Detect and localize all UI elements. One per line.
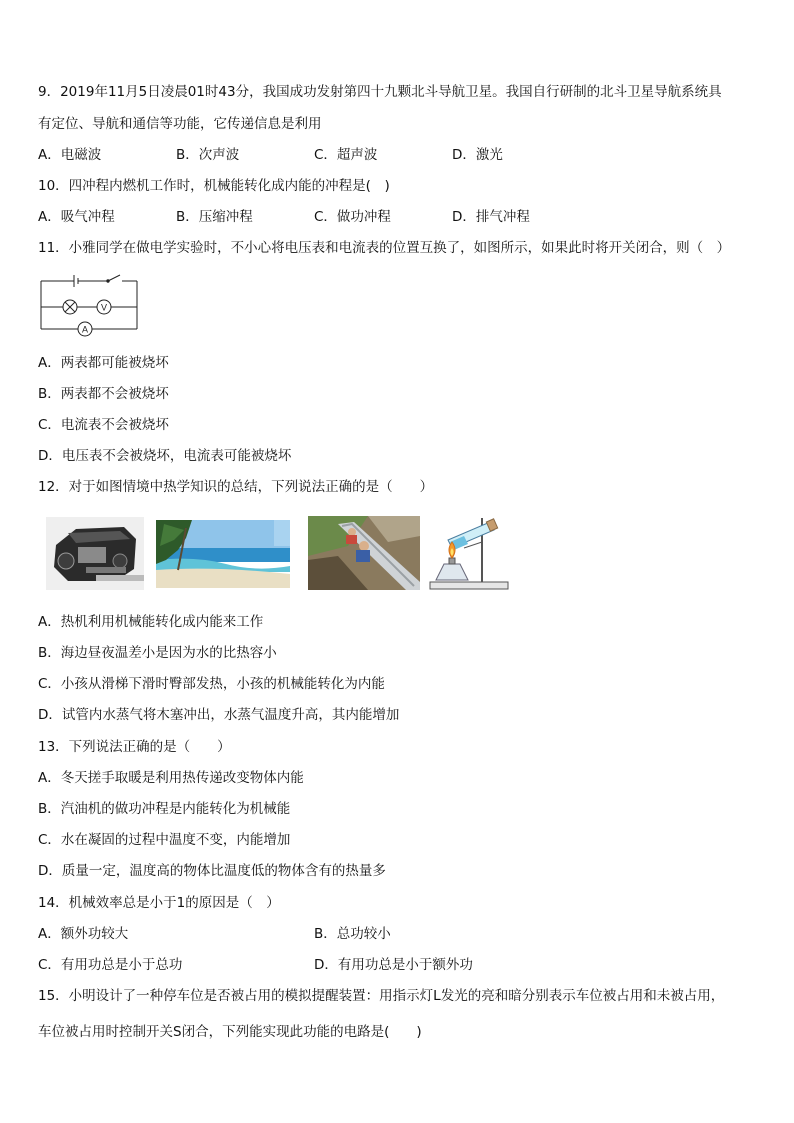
q13-stem: 13．下列说法正确的是（ ）: [38, 739, 231, 755]
q15-stem-line1: 15．小明设计了一种停车位是否被占用的模拟提醒装置：用指示灯L发光的亮和暗分别表示车位被占用和未被占用，: [38, 988, 725, 1004]
q10-stem: 10．四冲程内燃机工作时，机械能转化成内能的冲程是( ): [38, 178, 390, 194]
q14-options-row2: [38, 957, 590, 973]
q11-option-a[interactable]: A．两表都可能被烧坏: [38, 355, 169, 371]
q10-options: [38, 209, 590, 225]
q12-stem: 12．对于如图情境中热学知识的总结，下列说法正确的是（ ）: [38, 479, 434, 495]
voltmeter-label: V: [100, 302, 108, 313]
q14-option-c[interactable]: C．有用功总是小于总功: [38, 957, 183, 973]
q11-circuit-diagram: [38, 271, 140, 337]
switch-blade: [108, 275, 120, 281]
beach-image: [156, 520, 290, 588]
q14-option-a[interactable]: A．额外功较大: [38, 926, 129, 942]
q14-option-b[interactable]: B．总功较小: [314, 926, 391, 942]
q14-stem: 14．机械效率总是小于1的原因是（ ）: [38, 895, 280, 911]
q11-stem: 11．小雅同学在做电学实验时，不小心将电压表和电流表的位置互换了，如图所示，如果此时将开关闭合，则（ ）: [38, 240, 731, 256]
engine-image: [46, 517, 144, 590]
q13-option-a[interactable]: A．冬天搓手取暖是利用热传递改变物体内能: [38, 770, 304, 786]
test-tube-heating-diagram: [424, 512, 516, 592]
q15-stem-line2: 车位被占用时控制开关S闭合，下列能实现此功能的电路是( ): [38, 1024, 422, 1040]
q9-option-b[interactable]: B．次声波: [176, 147, 240, 163]
q12-option-a[interactable]: A．热机利用机械能转化成内能来工作: [38, 614, 264, 630]
q9-option-d[interactable]: D．激光: [452, 147, 503, 163]
q9-option-c[interactable]: C．超声波: [314, 147, 378, 163]
q14-options-row1: [38, 926, 590, 942]
q10-option-b[interactable]: B．压缩冲程: [176, 209, 253, 225]
slide-image: [308, 516, 420, 590]
q13-option-b[interactable]: B．汽油机的做功冲程是内能转化为机械能: [38, 801, 291, 817]
q13-option-d[interactable]: D．质量一定，温度高的物体比温度低的物体含有的热量多: [38, 863, 386, 879]
q9-options: [38, 147, 590, 163]
q11-option-c[interactable]: C．电流表不会被烧坏: [38, 417, 169, 433]
q9-stem-line2: 有定位、导航和通信等功能，它传递信息是利用: [38, 116, 322, 132]
q14-option-d[interactable]: D．有用功总是小于额外功: [314, 957, 473, 973]
q11-option-d[interactable]: D．电压表不会被烧坏，电流表可能被烧坏: [38, 448, 292, 464]
q12-option-d[interactable]: D．试管内水蒸气将木塞冲出，水蒸气温度升高，其内能增加: [38, 707, 400, 723]
q9-stem-line1: 9．2019年11月5日凌晨01时43分，我国成功发射第四十九颗北斗导航卫星。我国自行研制的北斗卫星导航系统具: [38, 84, 722, 100]
q12-option-c[interactable]: C．小孩从滑梯下滑时臀部发热，小孩的机械能转化为内能: [38, 676, 385, 692]
q10-option-c[interactable]: C．做功冲程: [314, 209, 391, 225]
q11-option-b[interactable]: B．两表都不会被烧坏: [38, 386, 169, 402]
ammeter-label: A: [81, 324, 89, 335]
q10-option-d[interactable]: D．排气冲程: [452, 209, 530, 225]
q12-option-b[interactable]: B．海边昼夜温差小是因为水的比热容小: [38, 645, 277, 661]
q9-option-a[interactable]: A．电磁波: [38, 147, 102, 163]
q10-option-a[interactable]: A．吸气冲程: [38, 209, 115, 225]
q13-option-c[interactable]: C．水在凝固的过程中温度不变，内能增加: [38, 832, 291, 848]
